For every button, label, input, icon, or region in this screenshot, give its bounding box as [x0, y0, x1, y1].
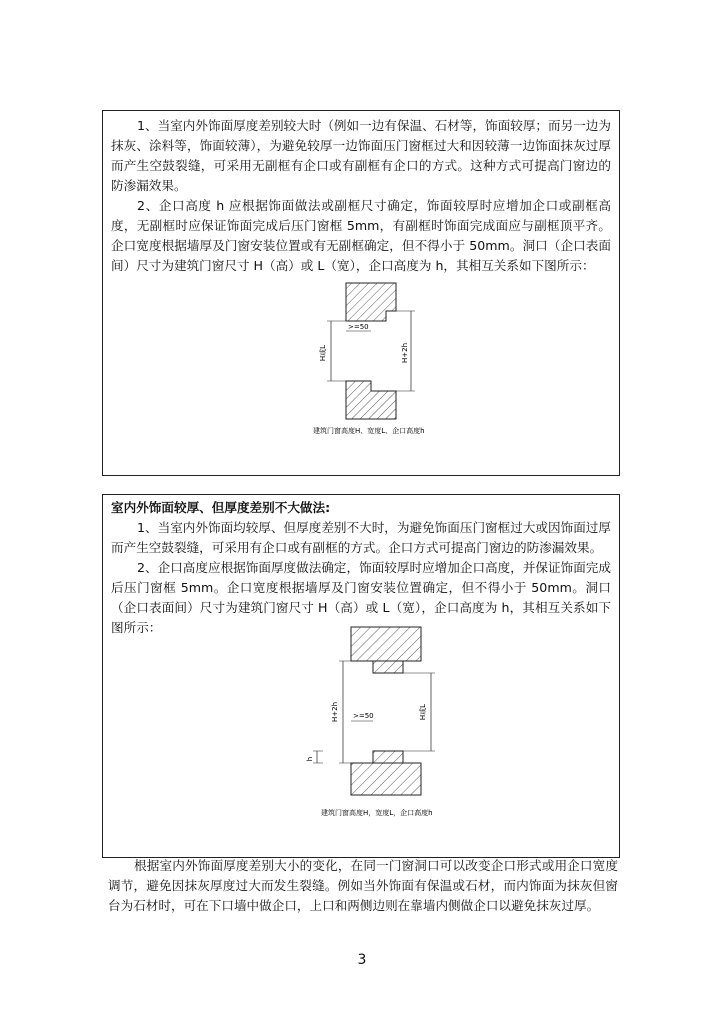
label-h-or-l: H或L: [319, 344, 327, 362]
section-2-title: 室内外饰面较厚、但厚度差别不大做法:: [111, 500, 331, 515]
bottom-wall-block: [346, 381, 396, 419]
section-2-paragraph-1: 1、当室内外饰面均较厚、但厚度差别不大时，为避免饰面压门窗框过大或因饰面过厚而产生空鼓裂缝，可采用有企口或有副框的方式。企口方式可提高门窗边的防渗漏效果。: [111, 520, 611, 555]
bottom-paragraph: 根据室内外饰面厚度差别大小的变化，在同一门窗洞口可以改变企口形式或用企口宽度调节，避免因抹灰厚度过大而发生裂缝。例如当外饰面有保温或石材，而内饰面为抹灰但窗台为石材时，可在下口墙中做企口，上口和两侧边则在靠墙内侧做企口以避免抹灰过厚。: [108, 858, 618, 913]
top-wall-block-2: [351, 627, 421, 673]
section-2-box: [102, 494, 620, 858]
section-1-paragraph-1: 1、当室内外饰面厚度差别较大时（例如一边有保温、石材等，饰面较厚；而另一边为抹灰、涂料等，饰面较薄），为避免较厚一边饰面压门窗框过大和因较薄一边饰面抹灰过厚而产生空鼓裂缝，可采用无副框有企口或有副框有企口的方式。这种方式可提高门窗边的防渗漏效果。: [111, 118, 611, 193]
diagram-2-caption: 建筑门窗高度H，宽度L，企口高度h: [321, 809, 433, 817]
section-1-paragraph-2: 2、企口高度 h 应根据饰面做法或副框尺寸确定，饰面较厚时应增加企口或副框高度，无副框时应保证饰面完成后压门窗框 5mm，有副框时饰面完成面应与副框顶平齐。企口宽度根据墙厚及门窗安装位置或有无副框确定，但不得小于 50mm。洞口（企口表面间）尺寸为建筑门窗尺寸 H（高）或 L（宽），企口高度为 h，其相互关系如下图所示：: [111, 198, 611, 273]
label-h-or-l-2: H或L: [419, 703, 427, 721]
label-ge50-2: >=50: [353, 712, 374, 720]
label-ge50: >=50: [348, 323, 369, 331]
label-h-plus-2h-2: H+2h: [331, 701, 339, 723]
diagram-1-caption: 建筑门窗高度H、宽度L、企口高度h: [313, 427, 425, 435]
label-small-h: h: [306, 756, 314, 762]
diagram-2: [303, 625, 473, 825]
diagram-1: [311, 281, 461, 436]
section-2-paragraph-2: 2、企口高度应根据饰面厚度做法确定，饰面较厚时应增加企口高度，并保证饰面完成后压门窗框 5mm。企口宽度根据墙厚及门窗安装位置确定，但不得小于 50mm。洞口（企口表面间）尺寸为建筑门窗尺寸 H（高）或 L（宽），企口高度为 h，其相互关系如下图所示：: [111, 560, 611, 635]
label-h-plus-2h: H+2h: [401, 342, 409, 364]
bottom-wall-block-2: [351, 751, 421, 795]
section-1-box: [102, 110, 620, 476]
page-number: 3: [357, 952, 367, 968]
top-wall-block: [346, 283, 396, 321]
